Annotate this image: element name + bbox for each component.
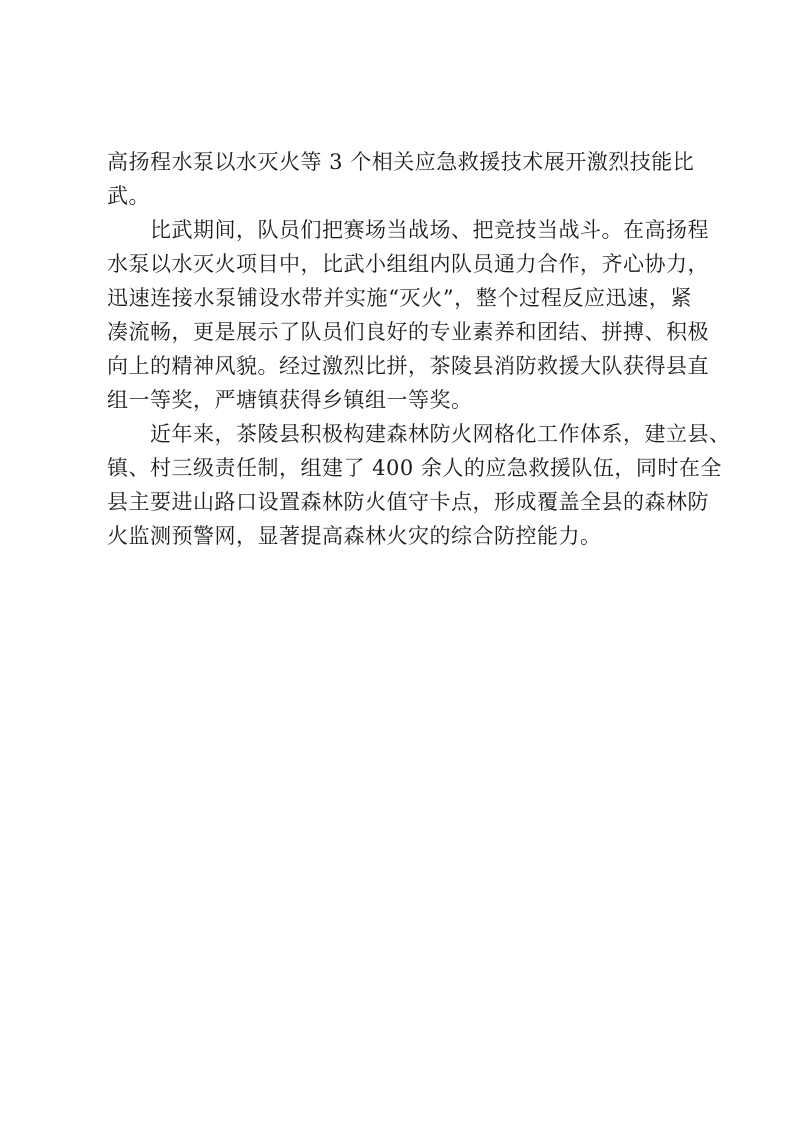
text-line: 组一等奖，严塘镇获得乡镇组一等奖。 [107,388,473,412]
text-line: 近年来，茶陵县积极构建森林防火网格化工作体系，建立县、 [107,422,731,446]
text-line: 凑流畅，更是展示了队员们良好的专业素养和团结、拼搏、积极 [107,320,709,344]
paragraph-competition-process [107,213,709,417]
text-line: 高扬程水泵以水灭火等 3 个相关应急救援技术展开激烈技能比 [107,150,695,174]
document-body [107,145,731,553]
text-line: 镇、村三级责任制，组建了 400 余人的应急救援队伍，同时在全 [107,456,722,480]
text-line: 武。 [107,184,150,208]
paragraph-fire-prevention-system [107,417,731,553]
paragraph-competition-events [107,145,695,213]
text-line: 县主要进山路口设置森林防火值守卡点，形成覆盖全县的森林防 [107,490,709,514]
text-line: 迅速连接水泵铺设水带并实施“灭火”，整个过程反应迅速，紧 [107,286,692,310]
text-line: 水泵以水灭火项目中，比武小组组内队员通力合作，齐心协力， [107,252,709,276]
text-line: 比武期间，队员们把赛场当战场、把竞技当战斗。在高扬程 [107,218,709,242]
text-line: 火监测预警网，显著提高森林火灾的综合防控能力。 [107,524,602,548]
text-line: 向上的精神风貌。经过激烈比拼，茶陵县消防救援大队获得县直 [107,354,709,378]
